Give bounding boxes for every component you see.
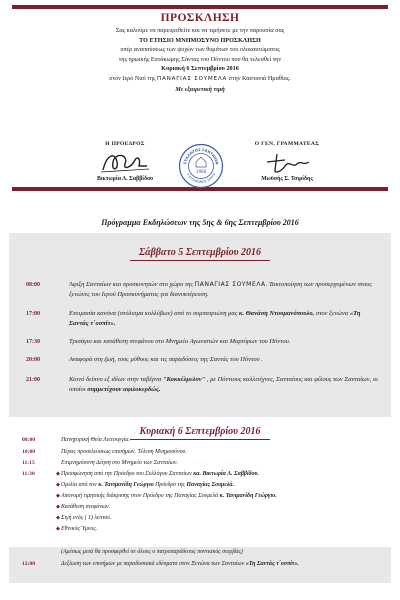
diamond-bullet-icon: ◆: [56, 482, 60, 488]
event-description: [61, 492, 373, 502]
day1-title-text: Σάββατο 5 Σεπτεμβρίου 2016: [138, 247, 262, 258]
event-description: Σιγή ενός ( 1) λεπτού.: [61, 515, 112, 521]
event-text: Άφιξη Σανταίων και προσκυνητών στο χώρο της: [69, 281, 195, 288]
event-time: 11:30: [22, 471, 35, 477]
invitation-line-4: της ηρωικής Επτάκωμης Σάντας του Πόντου που θα τελεσθεί την: [118, 55, 282, 63]
event-description: Τρισάγιο και κατάθεση στεφάνου στο Μνημείο Αγωνιστών και Μαρτύρων του Πόντου.: [69, 338, 291, 345]
event-time: 10:00: [22, 449, 36, 455]
event-highlight: Παναγίας Σουμελά.: [186, 482, 235, 488]
president-signature-block: [70, 141, 180, 182]
event-highlight: κα. Βικτωρία Α. Σαββίδου.: [193, 471, 259, 477]
invitation-date: Κυριακή 6 Σεπτεμβρίου 2016: [161, 65, 239, 73]
event-description: Εθνικός Ύμνος.: [61, 526, 98, 532]
event-note: (Αμέσως μετά θα προσφερθεί σε όλους ο πατροπαράδοτος ποντιακός σιορβάς): [61, 549, 243, 555]
event-highlight: συμμετέχουν αφιλοκερδώς.: [87, 386, 161, 393]
invitation-line-2: ΤΟ ΕΤΗΣΙΟ ΜΝΗΜΟΣΥΝΟ ΠΡΟΣΚΛΗΣΗ: [139, 36, 261, 44]
event-highlight: "Κοκκέλμελον": [162, 376, 206, 383]
association-seal-icon: [178, 143, 224, 189]
event-time: 17:00: [26, 311, 40, 317]
event-time: 20:00: [26, 357, 40, 363]
event-time: 12:00: [22, 561, 36, 567]
event-text: Ομιλία από τον: [61, 482, 99, 488]
invitation-location: [12, 74, 388, 85]
secretary-name: Μωϋσής Σ. Τσιρίδης: [261, 176, 313, 182]
event-text: Απονομή τιμητικής διάκρισης στον Πρόεδρο της Παναγίας Σουμελά: [61, 493, 220, 499]
day1-title-rule: [130, 260, 270, 261]
event-description: [69, 375, 379, 395]
invitation-title: ΠΡΟΣΚΛΗΣΗ: [160, 12, 240, 24]
event-text: Προσφώνηση από την Πρόεδρο του Συλλόγου Σανταίων: [61, 471, 194, 477]
event-description: Πανηγυρική Θεία Λειτουργία.: [61, 437, 130, 443]
secretary-signature-block: [232, 141, 342, 182]
closing-line: Με εξαιρετική τιμή: [175, 85, 225, 93]
diamond-bullet-icon: ◆: [56, 526, 60, 532]
diamond-bullet-icon: ◆: [56, 504, 60, 510]
svg-text:ΣΥΛΛΟΓΟΣ ΣΑΝΤΑΙΩΝ: [183, 148, 219, 165]
program-title: Πρόγραμμα Εκδηλώσεων της 5ης & 6ης Σεπτεμβρίου 2016: [101, 218, 299, 227]
event-description: [69, 309, 379, 329]
invitation-card: [12, 5, 388, 191]
day2-title-text: Κυριακή 6 Σεπτεμβρίου 2016: [139, 426, 261, 437]
event-time: 11:15: [22, 460, 35, 466]
event-description: [69, 280, 379, 300]
president-name: Βικτωρία Α. Σαββίδου: [97, 176, 153, 182]
event-text: Δεξίωση των επισήμων με παραδοσιακά εδέσματα στον Ξενώνα των Σανταίων: [61, 561, 246, 567]
secretary-role: Ο ΓΕΝ. ΓΡΑΜΜΑΤΕΑΣ: [254, 141, 320, 147]
seal-top-text: ΣΥΛΛΟΓΟΣ ΣΑΝΤΑΙΩΝ: [183, 147, 219, 165]
event-description: [61, 481, 373, 491]
diamond-bullet-icon: ◆: [56, 471, 60, 477]
event-text: Πρόεδρο της: [153, 482, 187, 488]
invitation-line-1: Σας καλούμε να παρευρεθείτε και να τιμήσετε με την παρουσία σας: [115, 27, 285, 34]
president-role: Η ΠΡΟΕΔΡΟΣ: [105, 141, 145, 147]
event-highlight: «Τη Σαντάς τ΄οσπίτ».: [69, 310, 361, 327]
day1-title: [9, 233, 391, 270]
event-highlight: κ. Τανιμανίδη Γεώργιο.: [219, 493, 277, 499]
location-prefix: στον Ιερό Ναό της: [109, 74, 157, 82]
event-highlight: κ. Τανιμανίδη Γεώργιο: [98, 482, 154, 488]
event-text: , με Πόντιους καλλιτέχνες, Σανταίους και φίλους των Σανταίων, οι οποίοι: [69, 376, 378, 393]
diamond-bullet-icon: ◆: [56, 493, 60, 499]
location-suffix: στην Καστανιά Ημαθίας.: [227, 74, 291, 82]
event-description: Πέρας προσελεύσεως επισήμων. Τέλεση Μνημοσύνου.: [61, 449, 187, 455]
event-description: [61, 470, 373, 480]
church-name: ΠΑΝΑΓΙΑΣ ΣΟΥΜΕΛΑ: [194, 281, 266, 288]
event-description: Κατάθεση στεφάνων.: [61, 504, 111, 510]
event-text: Κοινό δείπνο εξ ιδίων στην ταβέρνα: [69, 376, 163, 383]
day1-section: [9, 233, 391, 417]
event-text: στον ξενώνα: [314, 310, 350, 317]
event-time: 08:00: [22, 437, 36, 443]
event-highlight: κ. Θανάση Ντουμανόπουλο,: [239, 310, 315, 317]
signature-scribble-icon: [95, 148, 155, 176]
event-description: Επιμνημόσυνη Δέηση στο Μνημείο των Σανταίων.: [61, 460, 178, 466]
event-description: Αναφορά στη ζωή, τους μύθους και τις παραδόσεις της Σαντάς του Πόντου .: [69, 356, 263, 363]
signature-scribble-icon: [257, 148, 317, 176]
invitation-line-3: υπέρ αναπαύσεως των ψυχών των θυμάτων του ολοκαυτώματος: [120, 46, 280, 54]
seal-bottom-text: Η ΕΠΤΑΚΩΜΟΣ ΣΑΝΤΑ: [185, 172, 217, 185]
seal-year: 1968: [195, 169, 207, 174]
church-name: ΠΑΝΑΓΙΑΣ ΣΟΥΜΕΛΑ: [156, 75, 228, 82]
event-time: 17:30: [26, 339, 40, 345]
event-text: Ετοιμασία κανόνα (στόλισμα κολλύβων) από το συμπατριώτη μας: [69, 310, 239, 317]
event-time: 08:00: [26, 282, 40, 288]
event-text: . Τακτοποίηση των προσερχομένων στους ξενώνες του Ιερού Προσκυνήματος για διανυκτέρευση.: [69, 281, 372, 298]
event-description: [61, 560, 373, 570]
diamond-bullet-icon: ◆: [56, 515, 60, 521]
event-highlight: «Τη Σαντάς τ΄οσπίτ».: [245, 561, 299, 567]
event-time: 21:00: [26, 377, 40, 383]
